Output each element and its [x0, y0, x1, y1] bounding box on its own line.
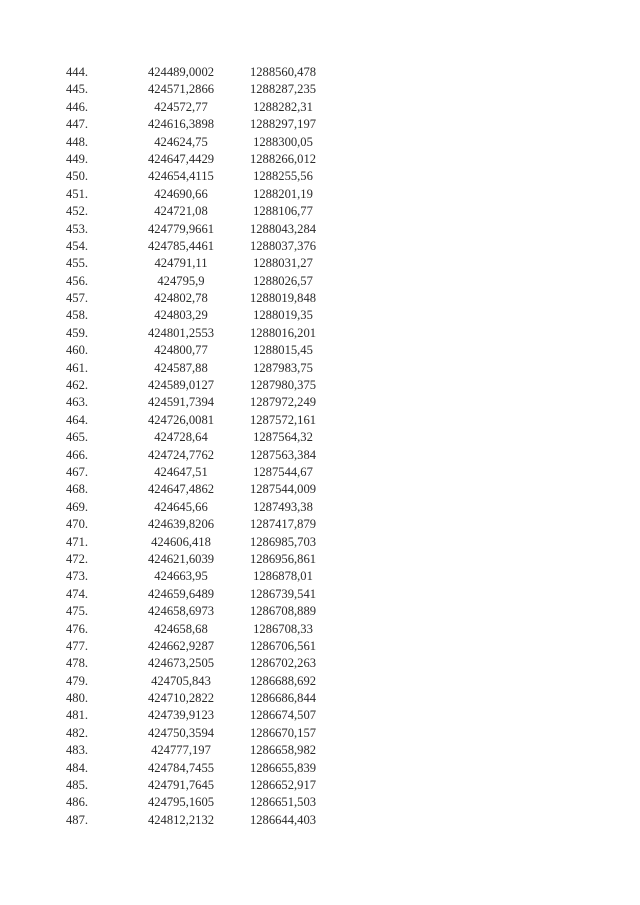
- x-coordinate: 424673,2505: [147, 656, 215, 671]
- x-coordinate: 424803,29: [154, 308, 208, 323]
- table-row: [62, 429, 332, 446]
- table-row: [62, 707, 332, 724]
- table-row: [62, 186, 332, 203]
- y-coordinate: 1286674,507: [249, 708, 317, 723]
- point-number: 487.: [66, 812, 89, 827]
- y-coordinate: 1286956,861: [249, 551, 317, 566]
- y-coordinate: 1287417,879: [249, 517, 317, 532]
- point-number: 454.: [66, 238, 89, 253]
- point-number: 485.: [66, 778, 89, 793]
- x-coordinate: 424591,7394: [147, 395, 215, 410]
- table-row: [62, 516, 332, 533]
- y-coordinate: 1288043,284: [249, 221, 317, 236]
- table-row: [62, 621, 332, 638]
- table-row: [62, 568, 332, 585]
- x-coordinate: 424791,11: [154, 256, 208, 271]
- y-coordinate: 1286686,844: [249, 691, 317, 706]
- y-coordinate: 1288255,56: [253, 169, 313, 184]
- x-coordinate: 424647,4429: [147, 151, 215, 166]
- point-number: 448.: [66, 134, 89, 149]
- point-number: 479.: [66, 673, 89, 688]
- y-coordinate: 1288019,848: [249, 291, 317, 306]
- x-coordinate: 424658,68: [154, 621, 208, 636]
- table-row: [62, 64, 332, 81]
- y-coordinate: 1288287,235: [249, 82, 317, 97]
- table-row: [62, 342, 332, 359]
- table-row: [62, 307, 332, 324]
- x-coordinate: 424606,418: [151, 534, 211, 549]
- y-coordinate: 1286652,917: [249, 778, 317, 793]
- table-row: [62, 134, 332, 151]
- x-coordinate: 424784,7455: [147, 760, 215, 775]
- y-coordinate: 1288560,478: [249, 65, 317, 79]
- y-coordinate: 1288266,012: [249, 151, 317, 166]
- x-coordinate: 424739,9123: [147, 708, 215, 723]
- y-coordinate: 1286985,703: [249, 534, 317, 549]
- point-number: 473.: [66, 569, 89, 584]
- x-coordinate: 424659,6489: [147, 586, 215, 601]
- x-coordinate: 424571,2866: [147, 82, 215, 97]
- y-coordinate: 1288282,31: [253, 99, 313, 114]
- x-coordinate: 424587,88: [154, 360, 208, 375]
- x-coordinate: 424812,2132: [147, 812, 215, 827]
- y-coordinate: 1288026,57: [253, 273, 313, 288]
- table-row: [62, 586, 332, 603]
- table-row: [62, 464, 332, 481]
- y-coordinate: 1286708,33: [253, 621, 313, 636]
- point-number: 451.: [66, 186, 89, 201]
- y-coordinate: 1287980,375: [249, 378, 317, 393]
- x-coordinate: 424705,843: [151, 673, 211, 688]
- point-number: 478.: [66, 656, 89, 671]
- point-number: 464.: [66, 412, 89, 427]
- y-coordinate: 1287493,38: [253, 499, 313, 514]
- point-number: 486.: [66, 795, 89, 810]
- table-row: [62, 760, 332, 777]
- table-row: [62, 499, 332, 516]
- point-number: 483.: [66, 743, 89, 758]
- y-coordinate: 1288297,197: [249, 117, 317, 132]
- table-row: [62, 603, 332, 620]
- point-number: 460.: [66, 343, 89, 358]
- x-coordinate: 424572,77: [154, 99, 208, 114]
- x-coordinate: 424621,6039: [147, 551, 215, 566]
- point-number: 471.: [66, 534, 89, 549]
- table-row: [62, 221, 332, 238]
- y-coordinate: 1286878,01: [253, 569, 313, 584]
- point-number: 453.: [66, 221, 89, 236]
- x-coordinate: 424645,66: [154, 499, 208, 514]
- table-row: [62, 238, 332, 255]
- y-coordinate: 1286702,263: [249, 656, 317, 671]
- table-row: [62, 203, 332, 220]
- x-coordinate: 424663,95: [154, 569, 208, 584]
- coordinate-table: [62, 64, 332, 829]
- x-coordinate: 424647,51: [154, 464, 208, 479]
- point-number: 462.: [66, 378, 89, 393]
- point-number: 476.: [66, 621, 89, 636]
- point-number: 456.: [66, 273, 89, 288]
- y-coordinate: 1286651,503: [249, 795, 317, 810]
- point-number: 455.: [66, 256, 89, 271]
- table-row: [62, 255, 332, 272]
- table-row: [62, 534, 332, 551]
- y-coordinate: 1288037,376: [249, 238, 317, 253]
- y-coordinate: 1288016,201: [249, 325, 317, 340]
- x-coordinate: 424791,7645: [147, 778, 215, 793]
- x-coordinate: 424728,64: [154, 430, 208, 445]
- point-number: 482.: [66, 725, 89, 740]
- table-row: [62, 447, 332, 464]
- y-coordinate: 1286658,982: [249, 743, 317, 758]
- table-row: [62, 725, 332, 742]
- y-coordinate: 1288015,45: [253, 343, 313, 358]
- y-coordinate: 1287563,384: [249, 447, 317, 462]
- table-row: [62, 81, 332, 98]
- x-coordinate: 424801,2553: [147, 325, 215, 340]
- x-coordinate: 424724,7762: [147, 447, 215, 462]
- point-number: 477.: [66, 638, 89, 653]
- table-row: [62, 794, 332, 811]
- point-number: 457.: [66, 291, 89, 306]
- table-row: [62, 360, 332, 377]
- point-number: 449.: [66, 151, 89, 166]
- table-row: [62, 325, 332, 342]
- x-coordinate: 424662,9287: [147, 638, 215, 653]
- x-coordinate: 424616,3898: [147, 117, 215, 132]
- point-number: 467.: [66, 464, 89, 479]
- table-row: [62, 638, 332, 655]
- x-coordinate: 424777,197: [151, 743, 211, 758]
- point-number: 463.: [66, 395, 89, 410]
- x-coordinate: 424690,66: [154, 186, 208, 201]
- table-row: [62, 116, 332, 133]
- x-coordinate: 424658,6973: [147, 604, 215, 619]
- point-number: 481.: [66, 708, 89, 723]
- x-coordinate: 424802,78: [154, 291, 208, 306]
- y-coordinate: 1286708,889: [249, 604, 317, 619]
- point-number: 480.: [66, 691, 89, 706]
- y-coordinate: 1287544,009: [249, 482, 317, 497]
- x-coordinate: 424779,9661: [147, 221, 215, 236]
- x-coordinate: 424750,3594: [147, 725, 215, 740]
- point-number: 469.: [66, 499, 89, 514]
- y-coordinate: 1288106,77: [253, 204, 313, 219]
- point-number: 450.: [66, 169, 89, 184]
- y-coordinate: 1288300,05: [253, 134, 313, 149]
- table-row: [62, 151, 332, 168]
- x-coordinate: 424489,0002: [147, 65, 215, 79]
- x-coordinate: 424710,2822: [147, 691, 215, 706]
- point-number: 474.: [66, 586, 89, 601]
- x-coordinate: 424795,9: [157, 273, 205, 288]
- table-row: [62, 812, 332, 829]
- point-number: 465.: [66, 430, 89, 445]
- point-number: 466.: [66, 447, 89, 462]
- point-number: 458.: [66, 308, 89, 323]
- x-coordinate: 424726,0081: [147, 412, 215, 427]
- y-coordinate: 1286739,541: [249, 586, 317, 601]
- x-coordinate: 424589,0127: [147, 378, 215, 393]
- table-row: [62, 742, 332, 759]
- point-number: 445.: [66, 82, 89, 97]
- x-coordinate: 424654,4115: [148, 169, 214, 184]
- x-coordinate: 424800,77: [154, 343, 208, 358]
- point-number: 475.: [66, 604, 89, 619]
- table-row: [62, 655, 332, 672]
- point-number: 452.: [66, 204, 89, 219]
- point-number: 484.: [66, 760, 89, 775]
- x-coordinate: 424795,1605: [147, 795, 215, 810]
- table-row: [62, 99, 332, 116]
- table-row: [62, 377, 332, 394]
- point-number: 446.: [66, 99, 89, 114]
- y-coordinate: 1286670,157: [249, 725, 317, 740]
- point-number: 444.: [66, 65, 89, 79]
- table-row: [62, 412, 332, 429]
- point-number: 472.: [66, 551, 89, 566]
- table-row: [62, 673, 332, 690]
- point-number: 461.: [66, 360, 89, 375]
- table-row: [62, 690, 332, 707]
- table-row: [62, 777, 332, 794]
- y-coordinate: 1286706,561: [249, 638, 317, 653]
- y-coordinate: 1286655,839: [249, 760, 317, 775]
- table-row: [62, 168, 332, 185]
- x-coordinate: 424639,8206: [147, 517, 215, 532]
- point-number: 470.: [66, 517, 89, 532]
- y-coordinate: 1287572,161: [249, 412, 317, 427]
- table-row: [62, 273, 332, 290]
- x-coordinate: 424785,4461: [147, 238, 215, 253]
- y-coordinate: 1288019,35: [253, 308, 313, 323]
- y-coordinate: 1288201,19: [253, 186, 313, 201]
- point-number: 447.: [66, 117, 89, 132]
- y-coordinate: 1287564,32: [253, 430, 313, 445]
- table-row: [62, 290, 332, 307]
- x-coordinate: 424721,08: [154, 204, 208, 219]
- y-coordinate: 1287983,75: [253, 360, 313, 375]
- y-coordinate: 1287972,249: [249, 395, 317, 410]
- point-number: 468.: [66, 482, 89, 497]
- x-coordinate: 424647,4862: [147, 482, 215, 497]
- y-coordinate: 1286688,692: [249, 673, 317, 688]
- y-coordinate: 1288031,27: [253, 256, 313, 271]
- y-coordinate: 1287544,67: [253, 464, 313, 479]
- point-number: 459.: [66, 325, 89, 340]
- table-row: [62, 394, 332, 411]
- table-row: [62, 551, 332, 568]
- x-coordinate: 424624,75: [154, 134, 208, 149]
- table-row: [62, 481, 332, 498]
- y-coordinate: 1286644,403: [249, 812, 317, 827]
